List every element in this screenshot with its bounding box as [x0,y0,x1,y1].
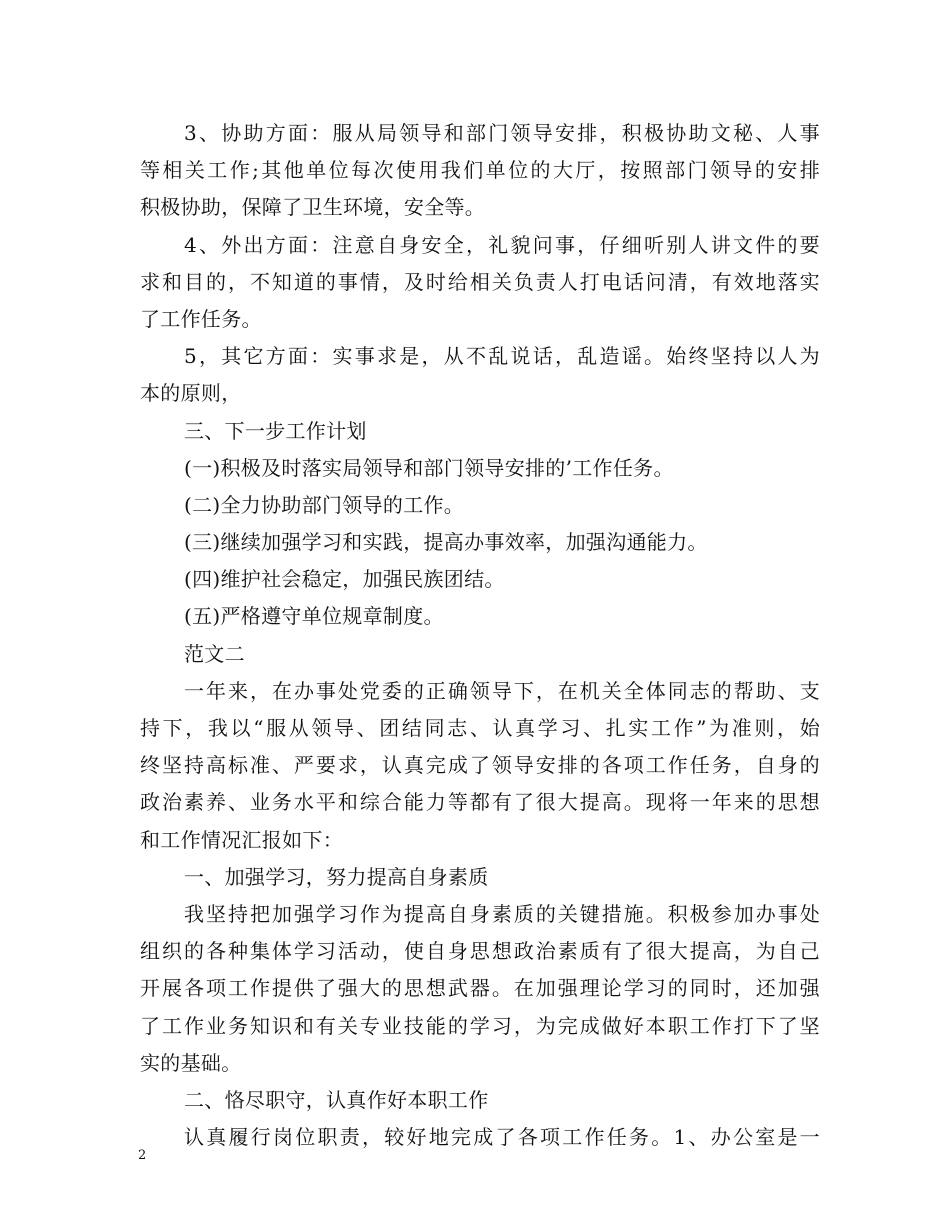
text-line: 等相关工作;其他单位每次使用我们单位的大厅，按照部门领导的安排 [140,158,820,183]
text-line: (二)全力协助部门领导的工作。 [184,492,465,517]
text-line: 我坚持把加强学习作为提高自身素质的关键措施。积极参加办事处 [184,901,820,926]
text-line: 3、协助方面：服从局领导和部门领导安排，积极协助文秘、人事 [184,121,820,145]
text-line: 范文二 [184,641,245,666]
text-line: 持下，我以“服从领导、团结同志、认真学习、扎实工作”为准则，始 [140,716,820,740]
text-line: 政治素养、业务水平和综合能力等都有了很大提高。现将一年来的思想 [140,790,820,815]
text-line: (一)积极及时落实局领导和部门领导安排的’工作任务。 [184,455,674,480]
text-line: 5，其它方面：实事求是，从不乱说话，乱造谣。始终坚持以人为 [184,344,820,369]
text-line: 一年来，在办事处党委的正确领导下，在机关全体同志的帮助、支 [184,678,820,703]
text-line: 和工作情况汇报如下： [140,827,343,852]
document-body [140,115,820,1156]
text-line: 一、加强学习，努力提高自身素质 [184,864,489,889]
text-line: 了工作业务知识和有关专业技能的学习，为完成做好本职工作打下了坚 [140,1013,820,1038]
text-line: (四)维护社会稳定，加强民族团结。 [184,567,505,592]
text-line: (五)严格遵守单位规章制度。 [184,604,444,629]
text-line: 实的基础。 [140,1050,242,1075]
text-line: 开展各项工作提供了强大的思想武器。在加强理论学习的同时，还加强 [140,976,820,1001]
text-line: 终坚持高标准、严要求，认真完成了领导安排的各项工作任务，自身的 [140,753,820,778]
text-line: 本的原则， [140,381,242,406]
text-line: 了工作任务。 [140,306,262,331]
text-line: 三、下一步工作计划 [184,418,367,443]
text-line: 求和目的，不知道的事情，及时给相关负责人打电话问清，有效地落实 [140,269,820,294]
text-line: 积极协助，保障了卫生环境，安全等。 [140,195,486,220]
text-line: (三)继续加强学习和实践，提高办事效率，加强沟通能力。 [184,530,708,555]
text-line: 组织的各种集体学习活动，使自身思想政治素质有了很大提高，为自己 [140,939,820,964]
text-line: 4、外出方面：注意自身安全，礼貌问事，仔细听别人讲文件的要 [184,232,820,257]
page-number: 2 [138,1148,147,1163]
text-line: 二、恪尽职守，认真作好本职工作 [184,1087,489,1112]
text-line: 认真履行岗位职责，较好地完成了各项工作任务。1、办公室是一 [184,1125,820,1150]
